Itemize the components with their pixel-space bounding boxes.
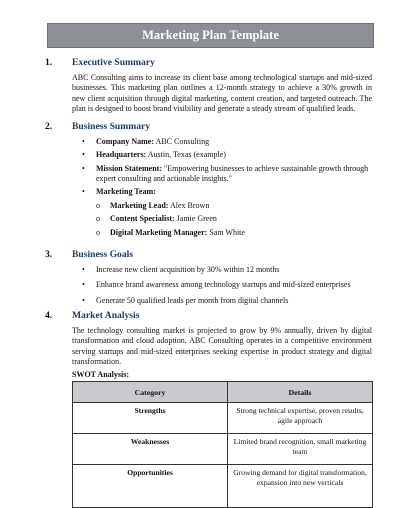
section-title: Executive Summary	[72, 57, 155, 68]
column-header-details: Details	[228, 382, 373, 403]
list-item: • Company Name: ABC Consulting	[82, 137, 210, 146]
executive-summary-text: ABC Consulting aims to increase its client base among technological startups and mid-sized businesses. This marketing plan outlines a 12-month strategy to achieve a 30% growth in new client acquisition through digital marketing, content creation, and targeted outreach. The plan is designed to boost brand visibility and generate a steady stream of qualified leads.	[72, 73, 372, 113]
section-number: 1.	[45, 57, 53, 68]
title-banner	[47, 23, 374, 48]
marketing-team-list	[96, 201, 372, 241]
section-title: Market Analysis	[72, 310, 140, 321]
section-number: 2.	[45, 121, 53, 132]
list-item: • Increase new client acquisition by 30% within 12 months	[82, 265, 280, 274]
table-row	[73, 434, 373, 465]
list-item: • Enhance brand awareness among technology startups and mid-sized enterprises	[82, 280, 351, 290]
category-cell: Weaknesses	[73, 434, 228, 465]
swot-table	[72, 381, 373, 508]
list-item: • Marketing Team:	[82, 187, 156, 197]
list-item: • Mission Statement: "Empowering businesses to achieve sustainable growth through expert consulting and actionable insights."	[82, 163, 369, 183]
list-item: o Content Specialist: Jamie Green	[96, 214, 217, 224]
page-title: Marketing Plan Template	[142, 28, 279, 42]
details-cell: Strong technical expertise, proven results, agile approach	[228, 403, 373, 434]
table-row	[73, 465, 373, 508]
swot-label: SWOT Analysis:	[72, 370, 129, 379]
category-cell: Strengths	[73, 403, 228, 434]
table-row	[73, 403, 373, 434]
section-number: 3.	[45, 249, 53, 260]
section-title: Business Goals	[72, 249, 134, 260]
market-analysis-text: The technology consulting market is projected to grow by 9% annually, driven by digital transformation and cloud adoption. ABC Consulting operates in a competitive environment serving startups and mid-sized enterprises seeking expertise in product strategy and digital transformation.	[72, 326, 372, 366]
list-item: • Generate 50 qualified leads per month from digital channels	[82, 295, 289, 305]
table-header-row	[73, 382, 373, 403]
details-cell: Growing demand for digital transformation, expansion into new verticals	[228, 465, 373, 508]
column-header-category: Category	[73, 382, 228, 403]
list-item: o Digital Marketing Manager: Sam White	[96, 227, 245, 237]
list-item: • Headquarters: Austin, Texas (example)	[82, 150, 226, 160]
business-goals-list	[82, 265, 372, 311]
category-cell: Opportunities	[73, 465, 228, 508]
section-title: Business Summary	[72, 121, 151, 132]
details-cell: Limited brand recognition, small marketing team	[228, 434, 373, 465]
business-summary-list	[82, 137, 372, 200]
section-number: 4.	[45, 310, 53, 321]
list-item: o Marketing Lead: Alex Brown	[96, 201, 210, 210]
